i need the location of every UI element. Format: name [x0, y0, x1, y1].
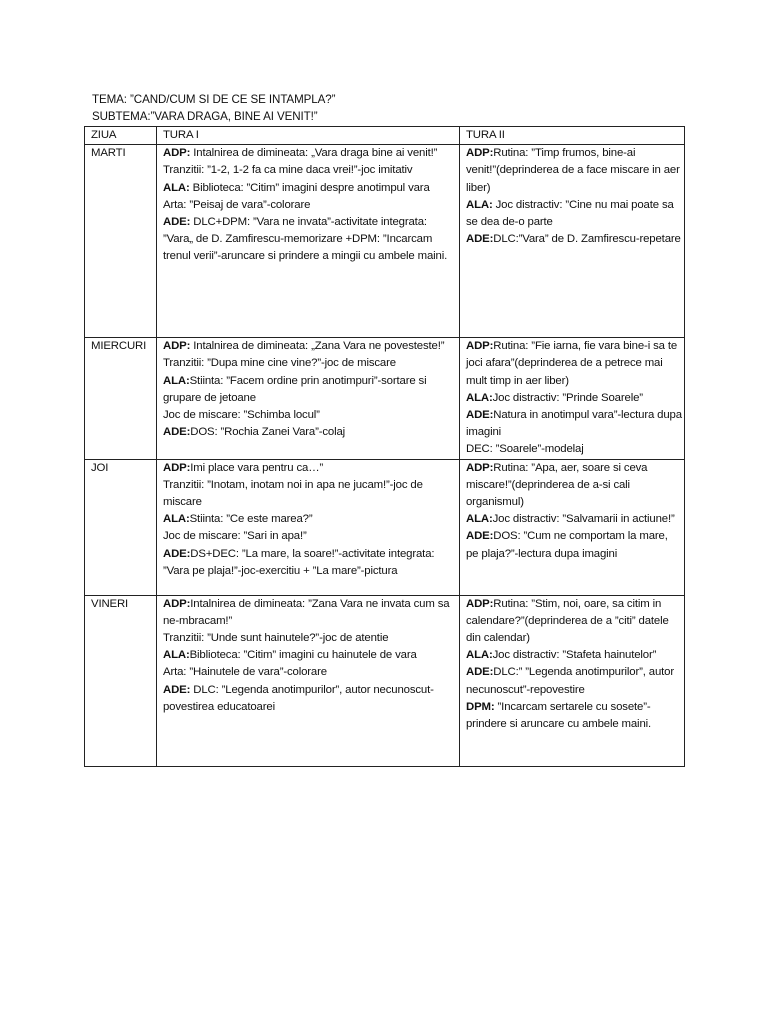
activity-tag: ADP: [163, 147, 191, 160]
activity-line [466, 647, 682, 664]
activity-line [163, 338, 457, 355]
activity-tag: ADP: [466, 147, 494, 160]
tura2-cell [460, 338, 685, 459]
activity-text: Rutina: ”Fie iarna, fie vara bine-i sa te joci afara”(deprinderea de a petrece mai mult timp in aer liber) [466, 340, 678, 387]
activity-line [163, 546, 457, 580]
activity-line [163, 664, 457, 681]
activity-text: Joc distractiv: ”Stafeta hainutelor” [492, 649, 657, 662]
activity-line [163, 630, 457, 647]
tura2-cell [460, 595, 685, 766]
activity-text: Joc distractiv: ”Prinde Soarele” [492, 391, 643, 404]
activity-text: Stiinta: ”Facem ordine prin anotimpuri”-sortare si grupare de jetoane [163, 374, 427, 404]
activity-text: Rutina: ”Apa, aer, soare si ceva miscare!”(deprinderea de a-si cali organismul) [466, 461, 648, 509]
activity-tag: ADP: [163, 340, 191, 353]
activity-text: Intalnirea de dimineata: ”Zana Vara ne invata cum sa ne-mbracam!” [163, 597, 450, 627]
weekly-schedule-table [84, 126, 685, 767]
activity-tag: DPM: [466, 700, 495, 713]
activity-text: DS+DEC: ”La mare, la soare!”-activitate integrata: ”Vara pe plaja!”-joc-exercitiu + ”La mare”-pictura [163, 547, 435, 577]
activity-text: Tranzitii: ”Dupa mine cine vine?”-joc de miscare [163, 357, 396, 370]
activity-tag: ALA: [466, 513, 493, 526]
activity-tag: ALA: [163, 513, 190, 526]
tura1-cell [157, 145, 460, 338]
activity-line [163, 373, 457, 407]
day-cell: MARTI [85, 145, 157, 338]
activity-text: Biblioteca: ”Citim” imagini despre anotimpul vara [189, 181, 430, 194]
activity-text: DLC:”Vara” de D. Zamfirescu-repetare [493, 233, 681, 246]
column-header-day: ZIUA [85, 127, 157, 145]
tura2-cell [460, 459, 685, 595]
activity-line [466, 441, 682, 458]
activity-text: DOS: ”Cum ne comportam la mare, pe plaja?”-lectura dupa imagini [466, 530, 668, 560]
activity-text: ”Incarcam sertarele cu sosete”-prindere si aruncare cu ambele maini. [466, 700, 652, 731]
activity-line [466, 528, 682, 562]
column-header-tura1: TURA I [157, 127, 460, 145]
tura1-cell [157, 338, 460, 459]
day-cell: VINERI [85, 595, 157, 766]
activity-line [163, 214, 457, 266]
activity-tag: ADE: [163, 547, 191, 560]
activity-line [163, 477, 457, 511]
activity-text: Tranzitii: ”1-2, 1-2 fa ca mine daca vrei!”-joc imitativ [163, 164, 413, 177]
activity-tag: ADE: [163, 216, 191, 229]
activity-tag: ALA: [466, 391, 493, 404]
activity-tag: ADE: [466, 409, 494, 422]
activity-line [466, 390, 682, 407]
activity-line [163, 197, 457, 214]
activity-text: Arta: ”Peisaj de vara”-colorare [163, 198, 311, 211]
day-cell: MIERCURI [85, 338, 157, 459]
activity-tag: ADE: [466, 530, 494, 543]
activity-text: Tranzitii: ”Unde sunt hainutele?”-joc de atentie [163, 632, 389, 645]
activity-tag: ADE: [163, 683, 191, 696]
activity-line [163, 511, 457, 528]
activity-line [466, 699, 682, 733]
theme-heading: TEMA: ”CAND/CUM SI DE CE SE INTAMPLA?” [92, 93, 336, 106]
activity-line [163, 145, 457, 162]
subtheme-heading: SUBTEMA:”VARA DRAGA, BINE AI VENIT!” [92, 110, 318, 123]
activity-text: Tranzitii: ”Inotam, inotam noi in apa ne jucam!”-joc de miscare [163, 478, 423, 509]
activity-tag: ADP: [163, 597, 191, 610]
activity-line [163, 424, 457, 441]
activity-line [466, 664, 682, 698]
activity-tag: ALA: [466, 649, 493, 662]
activity-line [163, 528, 457, 545]
table-row [85, 595, 685, 766]
table-row [85, 459, 685, 595]
activity-tag: ADP: [466, 461, 494, 474]
activity-line [466, 338, 682, 390]
tura1-cell [157, 595, 460, 766]
activity-tag: ADE: [163, 426, 191, 439]
activity-text: DLC:” ”Legenda anotimpurilor”, autor necunoscut”-repovestire [466, 666, 674, 696]
activity-text: Joc distractiv: ”Cine nu mai poate sa se dea de-o parte [466, 198, 674, 229]
tura2-cell [460, 145, 685, 338]
activity-line [163, 355, 457, 372]
activity-text: DEC: ”Soarele”-modelaj [466, 443, 584, 456]
activity-line [466, 460, 682, 512]
activity-text: Natura in anotimpul vara”-lectura dupa imagini [466, 409, 682, 439]
activity-line [163, 596, 457, 630]
activity-line [466, 197, 682, 231]
table-header-row [85, 127, 685, 145]
activity-text: Rutina: ”Timp frumos, bine-ai venit!”(deprinderea de a face miscare in aer liber) [466, 147, 680, 194]
activity-tag: ALA: [163, 649, 190, 662]
activity-tag: ALA: [163, 374, 190, 387]
activity-tag: ADP: [466, 340, 494, 353]
activity-text: Imi place vara pentru ca…” [190, 461, 324, 474]
activity-line [163, 180, 457, 197]
activity-text: Stiinta: ”Ce este marea?” [189, 513, 313, 526]
day-cell: JOI [85, 459, 157, 595]
activity-line [466, 145, 682, 197]
activity-text: Intalnirea de dimineata: „Vara draga bine ai venit!” [190, 147, 438, 160]
column-header-tura2: TURA II [460, 127, 685, 145]
activity-tag: ALA: [163, 181, 190, 194]
activity-line [466, 407, 682, 441]
activity-line [466, 596, 682, 648]
activity-text: Joc de miscare: ”Schimba locul” [163, 409, 320, 422]
activity-text: Biblioteca: ”Citim” imagini cu hainutele de vara [189, 649, 417, 662]
activity-text: Intalnirea de dimineata: „Zana Vara ne povesteste!” [190, 340, 445, 353]
activity-tag: ADE: [466, 666, 494, 679]
activity-text: Joc de miscare: ”Sari in apa!” [163, 530, 307, 543]
activity-text: DOS: ”Rochia Zanei Vara”-colaj [190, 426, 346, 439]
activity-text: Joc distractiv: ”Salvamarii in actiune!” [492, 513, 675, 526]
activity-tag: ADP: [466, 597, 494, 610]
activity-line [163, 162, 457, 179]
table-row [85, 338, 685, 459]
activity-tag: ADP: [163, 461, 191, 474]
table-row [85, 145, 685, 338]
activity-text: DLC+DPM: ”Vara ne invata”-activitate integrata: ”Vara„ de D. Zamfirescu-memorizare +DPM: ”Incarcam trenul verii”-aruncare si prindere a mingii cu ambele maini. [163, 216, 448, 263]
activity-text: Rutina: ”Stim, noi, oare, sa citim in calendare?”(deprinderea de a ”citi” datele din calendar) [466, 597, 669, 645]
activity-tag: ALA: [466, 198, 493, 211]
activity-line [163, 682, 457, 716]
activity-line [163, 460, 457, 477]
activity-line [163, 407, 457, 424]
activity-text: Arta: ”Hainutele de vara”-colorare [163, 666, 327, 679]
activity-text: DLC: ”Legenda anotimpurilor”, autor necunoscut-povestirea educatoarei [163, 683, 434, 713]
activity-line [163, 647, 457, 664]
tura1-cell [157, 459, 460, 595]
activity-tag: ADE: [466, 233, 494, 246]
activity-line [466, 511, 682, 528]
activity-line [466, 231, 682, 248]
